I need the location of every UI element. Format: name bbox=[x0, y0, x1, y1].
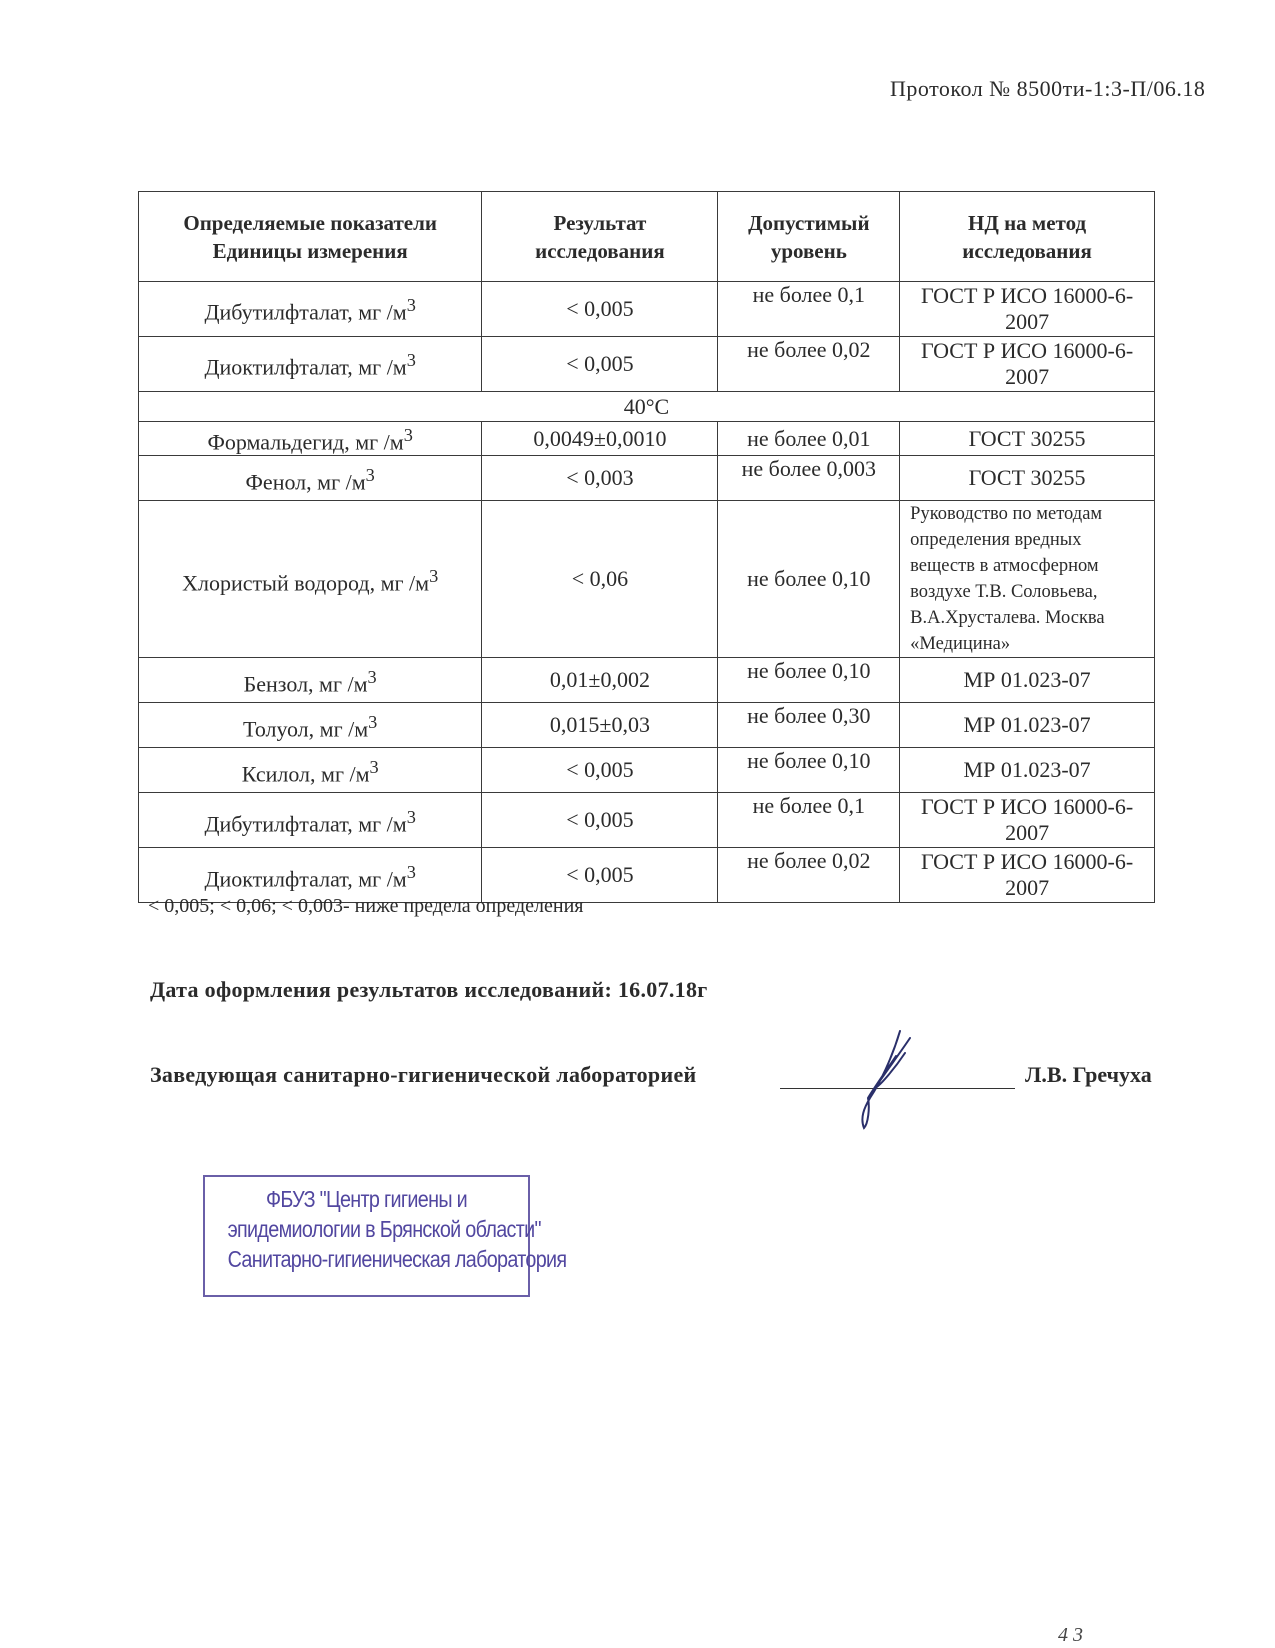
row-limit: не более 0,10 bbox=[718, 658, 900, 703]
table-row bbox=[139, 456, 1155, 501]
row-limit: не более 0,02 bbox=[718, 337, 900, 392]
table-row bbox=[139, 658, 1155, 703]
row-name: Бензол, мг $/м^3$ bbox=[139, 658, 482, 703]
section-temperature: 40°С bbox=[139, 392, 1155, 422]
laboratory-stamp bbox=[203, 1175, 567, 1297]
row-method: ГОСТ Р ИСО 16000-6-2007 bbox=[900, 848, 1155, 903]
header-indicators: Определяемые показатели Единицы измерения bbox=[139, 192, 482, 282]
results-date: Дата оформления результатов исследований: 16.07.18г bbox=[150, 977, 708, 1002]
table-row bbox=[139, 793, 1155, 848]
row-name: Фенол, мг $/м^3$ bbox=[139, 456, 482, 501]
protocol-number: Протокол № 8500ти-1:3-П/06.18 bbox=[890, 76, 1206, 101]
row-result: < 0,005 bbox=[482, 848, 718, 903]
row-result: 0,0049±0,0010 bbox=[482, 422, 718, 456]
table-section-row bbox=[139, 392, 1155, 422]
table-header-row bbox=[139, 192, 1155, 282]
table-row bbox=[139, 282, 1155, 337]
row-limit: не более 0,10 bbox=[718, 748, 900, 793]
row-limit: не более 0,1 bbox=[718, 282, 900, 337]
table-row bbox=[139, 748, 1155, 793]
row-result: < 0,005 bbox=[482, 282, 718, 337]
table-row bbox=[139, 337, 1155, 392]
row-name: Хлористый водород, мг $/м^3$ bbox=[139, 501, 482, 658]
row-method: МР 01.023-07 bbox=[900, 658, 1155, 703]
row-name: Диоктилфталат, мг $/м^3$ bbox=[139, 848, 482, 903]
stamp-line: ФБУЗ "Центр гигиены и bbox=[265, 1186, 468, 1212]
header-method: НД на метод исследования bbox=[900, 192, 1155, 282]
table-row bbox=[139, 422, 1155, 456]
row-method: ГОСТ 30255 bbox=[900, 422, 1155, 456]
row-name: Диоктилфталат, мг $/м^3$ bbox=[139, 337, 482, 392]
row-limit: не более 0,01 bbox=[718, 422, 900, 456]
row-method: ГОСТ Р ИСО 16000-6-2007 bbox=[900, 282, 1155, 337]
results-table bbox=[138, 191, 1155, 903]
row-method: ГОСТ 30255 bbox=[900, 456, 1155, 501]
row-method: ГОСТ Р ИСО 16000-6-2007 bbox=[900, 793, 1155, 848]
signature-image bbox=[840, 1028, 930, 1133]
detection-limit-note: < 0,005; < 0,06; < 0,003- ниже предела определения bbox=[148, 895, 584, 917]
row-limit: не более 0,003 bbox=[718, 456, 900, 501]
row-name: Толуол, мг $/м^3$ bbox=[139, 703, 482, 748]
signer-name: Л.В. Гречуха bbox=[1025, 1062, 1152, 1087]
table-row bbox=[139, 501, 1155, 658]
row-result: 0,015±0,03 bbox=[482, 703, 718, 748]
row-limit: не более 0,02 bbox=[718, 848, 900, 903]
stamp-line: Санитарно-гигиеническая лаборатория bbox=[227, 1246, 567, 1272]
row-result: < 0,005 bbox=[482, 748, 718, 793]
row-name: Формальдегид, мг $/м^3$ bbox=[139, 422, 482, 456]
header-limit: Допустимый уровень bbox=[718, 192, 900, 282]
row-result: 0,01±0,002 bbox=[482, 658, 718, 703]
row-limit: не более 0,1 bbox=[718, 793, 900, 848]
page-mark: 4 3 bbox=[1058, 1624, 1083, 1646]
lab-head-title: Заведующая санитарно-гигиенической лабораторией bbox=[150, 1062, 697, 1087]
row-result: < 0,06 bbox=[482, 501, 718, 658]
row-limit: не более 0,30 bbox=[718, 703, 900, 748]
row-method: МР 01.023-07 bbox=[900, 748, 1155, 793]
row-limit: не более 0,10 bbox=[718, 501, 900, 658]
row-name: Дибутилфталат, мг $/м^3$ bbox=[139, 793, 482, 848]
table-row bbox=[139, 703, 1155, 748]
row-result: < 0,005 bbox=[482, 337, 718, 392]
row-name: Ксилол, мг $/м^3$ bbox=[139, 748, 482, 793]
row-method: МР 01.023-07 bbox=[900, 703, 1155, 748]
header-result: Результат исследования bbox=[482, 192, 718, 282]
row-method: ГОСТ Р ИСО 16000-6-2007 bbox=[900, 337, 1155, 392]
row-result: < 0,005 bbox=[482, 793, 718, 848]
row-method: Руководство по методам определения вредных веществ в атмосферном воздухе Т.В. Соловьева, В.А.Хрусталева. Москва «Медицина» bbox=[900, 501, 1155, 658]
stamp-line: эпидемиологии в Брянской области" bbox=[227, 1216, 541, 1242]
row-name: Дибутилфталат, мг $/м^3$ bbox=[139, 282, 482, 337]
row-result: < 0,003 bbox=[482, 456, 718, 501]
